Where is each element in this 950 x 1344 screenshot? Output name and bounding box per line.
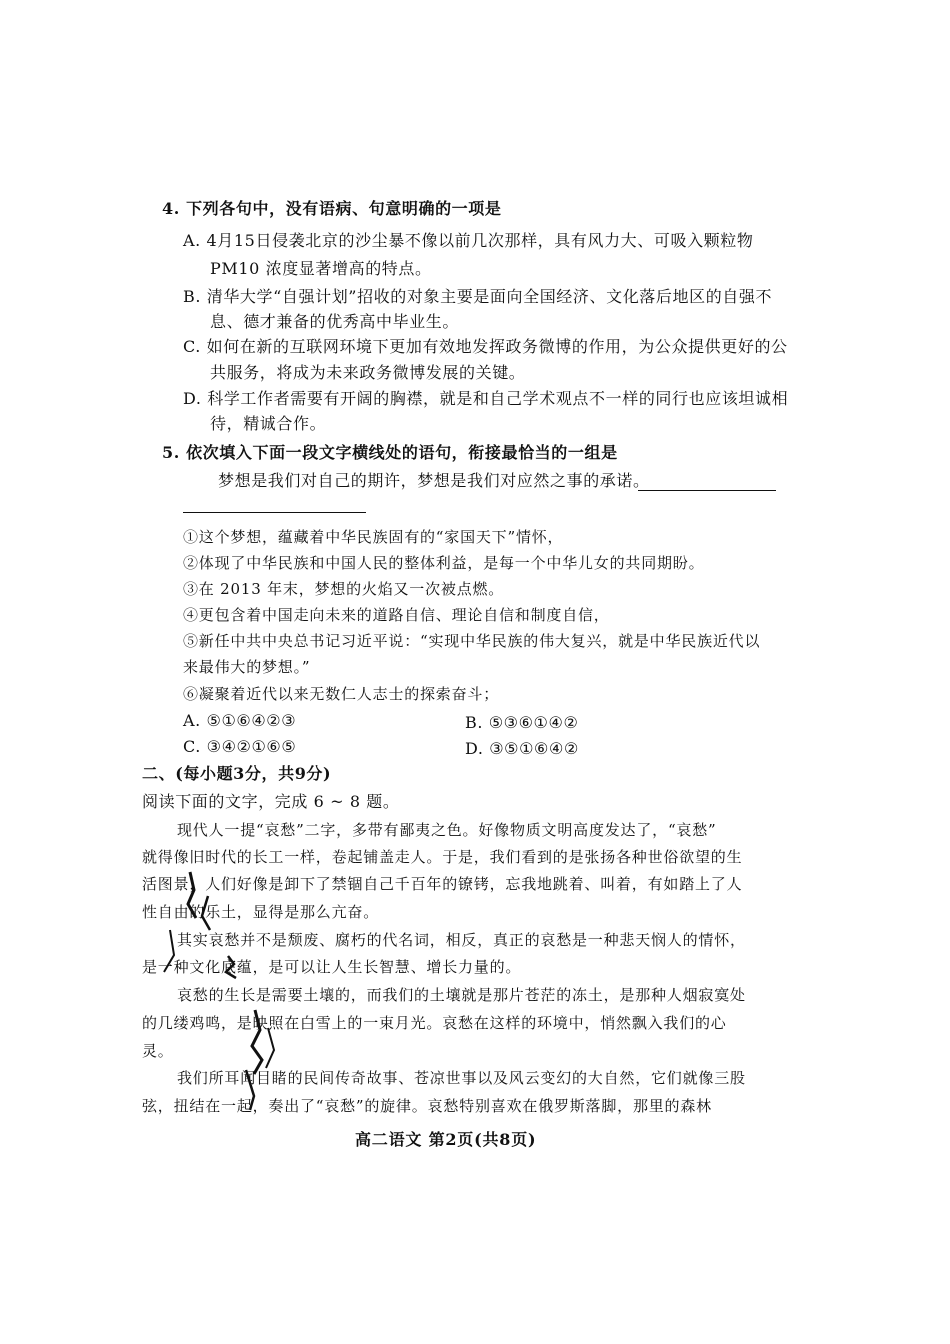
q5-option-c: C. ③④②①⑥⑤: [183, 737, 297, 756]
q5-passage: 梦想是我们对自己的期许，梦想是我们对应然之事的承诺。: [218, 471, 650, 490]
passage-p4-line2: 弦，扭结在一起，奏出了“哀愁”的旋律。哀愁特别喜欢在俄罗斯落脚，那里的森林: [142, 1097, 712, 1115]
passage-p3-line2: 的几缕鸡鸣，是映照在白雪上的一束月光。哀愁在这样的环境中，悄然飘入我们的心: [142, 1014, 727, 1032]
q5-option-a: A. ⑤①⑥④②③: [183, 711, 297, 730]
q4-stem: 4. 下列各句中，没有语病、句意明确的一项是: [162, 199, 502, 218]
passage-p1-line3: 活图景，人们好像是卸下了禁锢自己千百年的镣铐，忘我地跳着、叫着，有如踏上了人: [142, 875, 743, 893]
q5-blank-line-2: [183, 512, 366, 513]
q4-option-b-line2: 息、德才兼备的优秀高中毕业生。: [210, 312, 460, 331]
passage-p2-line1: 其实哀愁并不是颓废、腐朽的代名词，相反，真正的哀愁是一种悲天悯人的情怀，: [177, 931, 746, 949]
passage-p3-line3: 灵。: [142, 1042, 174, 1060]
section2-heading: 二、(每小题3分，共9分): [142, 764, 332, 783]
section2-instruction: 阅读下面的文字，完成 6 ~ 8 题。: [142, 792, 400, 811]
passage-p1-line2: 就得像旧时代的长工一样，卷起铺盖走人。于是，我们看到的是张扬各种世俗欲望的生: [142, 848, 743, 866]
pen-scribble-mark: [150, 860, 290, 1120]
q5-sentence-6: ⑥凝聚着近代以来无数仁人志士的探索奋斗；: [183, 685, 500, 703]
q5-sentence-4: ④更包含着中国走向未来的道路自信、理论自信和制度自信，: [183, 606, 610, 624]
page-footer: 高二语文 第2页(共8页): [355, 1130, 537, 1149]
q5-sentence-1: ①这个梦想，蕴藏着中华民族固有的“家国天下”情怀，: [183, 528, 564, 546]
q5-blank-line-1: [638, 490, 776, 491]
q5-option-b: B. ⑤③⑥①④②: [465, 713, 579, 732]
q5-sentence-2: ②体现了中华民族和中国人民的整体利益，是每一个中华儿女的共同期盼。: [183, 554, 705, 572]
q4-option-d-line2: 待，精诚合作。: [210, 414, 327, 433]
q5-sentence-5-line2: 来最伟大的梦想。”: [183, 658, 311, 676]
q4-option-b-line1: B. 清华大学“自强计划”招收的对象主要是面向全国经济、文化落后地区的自强不: [183, 287, 773, 306]
q5-sentence-5-line1: ⑤新任中共中央总书记习近平说：“实现中华民族的伟大复兴，就是中华民族近代以: [183, 632, 761, 650]
q4-option-c-line1: C. 如何在新的互联网环境下更加有效地发挥政务微博的作用，为公众提供更好的公: [183, 337, 788, 356]
passage-p4-line1: 我们所耳闻目睹的民间传奇故事、苍凉世事以及风云变幻的大自然，它们就像三股: [177, 1069, 746, 1087]
passage-p1-line1: 现代人一提“哀愁”二字，多带有鄙夷之色。好像物质文明高度发达了，“哀愁”: [177, 821, 717, 839]
q4-option-d-line1: D. 科学工作者需要有开阔的胸襟，就是和自己学术观点不一样的同行也应该坦诚相: [183, 389, 789, 408]
q4-option-a-line1: A. 4月15日侵袭北京的沙尘暴不像以前几次那样，具有风力大、可吸入颗粒物: [183, 231, 754, 250]
q5-stem: 5. 依次填入下面一段文字横线处的语句，衔接最恰当的一组是: [162, 443, 618, 462]
q5-option-d: D. ③⑤①⑥④②: [465, 739, 579, 758]
q5-sentence-3: ③在 2013 年末，梦想的火焰又一次被点燃。: [183, 580, 505, 598]
passage-p2-line2: 是一种文化底蕴，是可以让人生长智慧、增长力量的。: [142, 958, 522, 976]
passage-p1-line4: 性自由的乐土，显得是那么亢奋。: [142, 903, 380, 921]
q4-option-a-line2: PM10 浓度显著增高的特点。: [210, 259, 432, 278]
passage-p3-line1: 哀愁的生长是需要土壤的，而我们的土壤就是那片苍茫的冻土，是那种人烟寂寞处: [177, 986, 746, 1004]
q4-option-c-line2: 共服务，将成为未来政务微博发展的关键。: [210, 363, 526, 382]
